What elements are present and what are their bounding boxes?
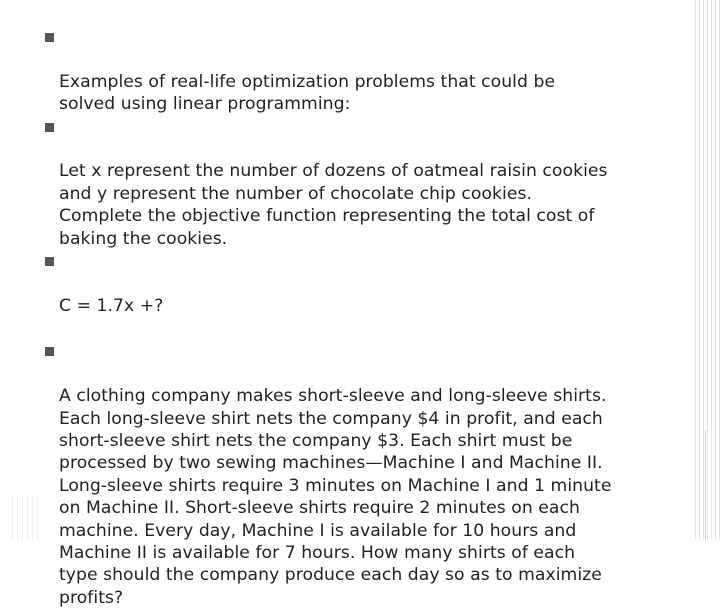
bullet-text: C = 1.7x +?	[59, 295, 164, 316]
decorative-frame-right	[692, 0, 720, 540]
square-bullet-icon	[45, 347, 54, 356]
bullet-text: A clothing company makes short-sleeve and long-sleeve shirts. Each long-sleeve shirt nets the company $4 in profit, and each short-sleeve shirt nets the company $3. Each shirt must be processed by two sewing machines—Machine I and Machine II. Long-sleeve shirts require 3 minutes on Machine I and 1 minute on Machine II. Short-sleeve shirts require 2 minutes on each machine. Every day, Machine I is available for 10 hours and Machine II is available for 7 hours. How many shirts of each type should the company produce each day so as to maximize profits?	[59, 386, 612, 608]
bullet-text: Examples of real-life optimization problems that could be solved using linear programming:	[59, 71, 556, 115]
bullet-item-clothing-problem	[45, 340, 685, 609]
bullet-item-objective-function	[45, 250, 685, 317]
decorative-frame-line	[705, 430, 706, 540]
decorative-frame-bottom-left	[8, 495, 38, 540]
bullet-item-examples	[45, 26, 685, 116]
bullet-text: Let x represent the number of dozens of oatmeal raisin cookies and y represent the number of chocolate chip cookies. Complete the objective function representing the total cost of baking the cookies.	[59, 161, 608, 249]
square-bullet-icon	[45, 257, 54, 266]
bullet-item-cookies	[45, 116, 685, 250]
bullet-list	[45, 26, 685, 609]
square-bullet-icon	[45, 123, 54, 132]
square-bullet-icon	[45, 33, 54, 42]
